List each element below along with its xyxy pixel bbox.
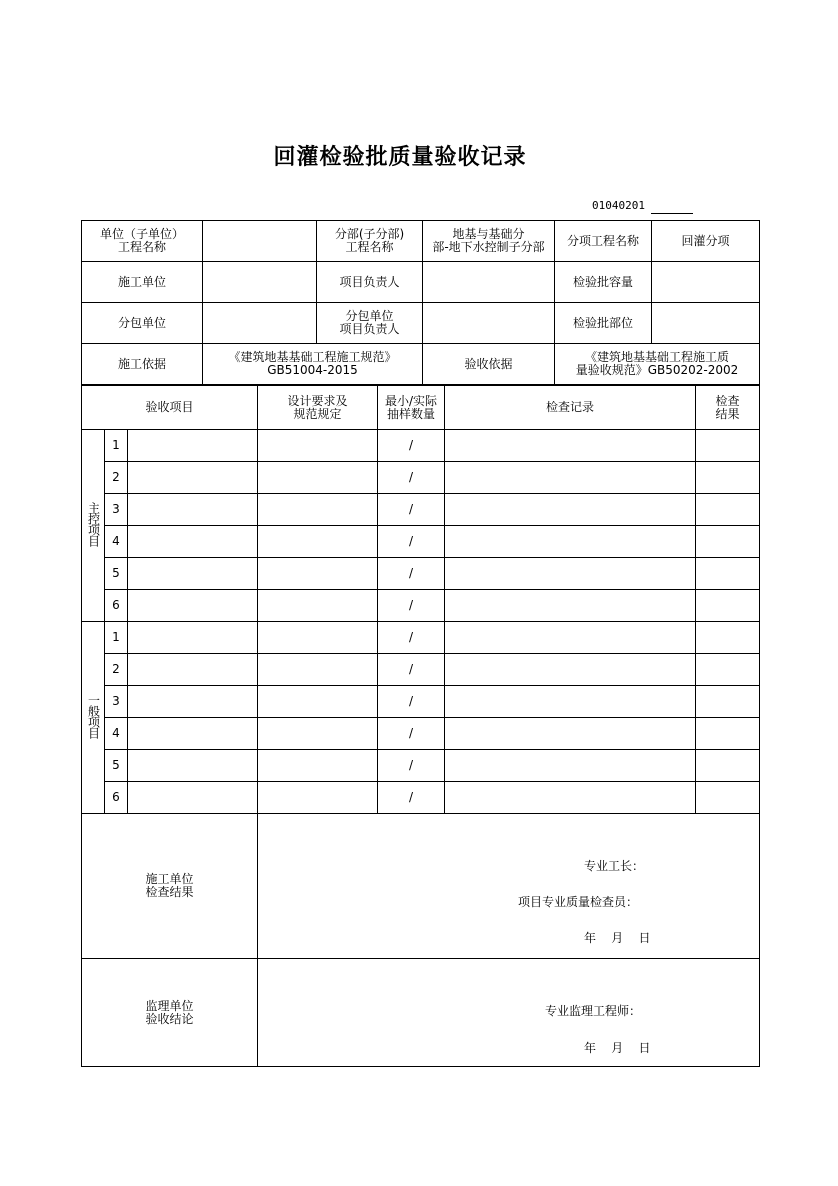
division-name-label: 分部(子分部) 工程名称 xyxy=(317,221,423,262)
general-record-cell[interactable] xyxy=(445,686,696,718)
form-code: 01040201 xyxy=(592,199,645,212)
general-group-label: 一般项目 xyxy=(82,622,105,814)
general-design-cell[interactable] xyxy=(258,750,378,782)
foreman-label: 专业工长： xyxy=(584,859,645,873)
general-design-cell[interactable] xyxy=(258,622,378,654)
general-row-number: 3 xyxy=(105,686,128,718)
general-row xyxy=(82,718,760,750)
main-control-record-cell[interactable] xyxy=(445,430,696,462)
supervisor-check-area[interactable] xyxy=(258,959,760,1067)
main-control-result-cell[interactable] xyxy=(696,590,760,622)
main-control-result-cell[interactable] xyxy=(696,494,760,526)
main-control-row-number: 1 xyxy=(105,430,128,462)
general-sample-cell[interactable]: / xyxy=(378,654,445,686)
general-sample-cell[interactable]: / xyxy=(378,750,445,782)
main-control-item-cell[interactable] xyxy=(128,430,258,462)
general-result-cell[interactable] xyxy=(696,686,760,718)
main-control-row xyxy=(82,494,760,526)
page-title: 回灌检验批质量验收记录 xyxy=(273,144,527,170)
general-record-cell[interactable] xyxy=(445,654,696,686)
main-control-row-number: 2 xyxy=(105,462,128,494)
main-control-row-number: 6 xyxy=(105,590,128,622)
general-result-cell[interactable] xyxy=(696,750,760,782)
main-control-row xyxy=(82,590,760,622)
supervising-engineer-label: 专业监理工程师： xyxy=(545,1004,642,1018)
construction-basis-label: 施工依据 xyxy=(82,344,203,385)
project-manager-label: 项目负责人 xyxy=(317,262,423,303)
contractor-label: 施工单位 xyxy=(82,262,203,303)
subitem-name-label: 分项工程名称 xyxy=(555,221,652,262)
col-design-header: 设计要求及 规范规定 xyxy=(258,386,378,430)
subcontractor-value[interactable] xyxy=(203,303,317,344)
supervisor-check-label: 监理单位 验收结论 xyxy=(82,959,258,1067)
general-design-cell[interactable] xyxy=(258,782,378,814)
project-manager-value[interactable] xyxy=(423,262,555,303)
general-design-cell[interactable] xyxy=(258,718,378,750)
general-result-cell[interactable] xyxy=(696,782,760,814)
general-row-number: 5 xyxy=(105,750,128,782)
main-control-result-cell[interactable] xyxy=(696,430,760,462)
subcontractor-label: 分包单位 xyxy=(82,303,203,344)
main-control-sample-cell[interactable]: / xyxy=(378,430,445,462)
subitem-name-value: 回灌分项 xyxy=(652,221,760,262)
main-control-design-cell[interactable] xyxy=(258,558,378,590)
main-control-item-cell[interactable] xyxy=(128,526,258,558)
main-control-item-cell[interactable] xyxy=(128,462,258,494)
main-control-row xyxy=(82,430,760,462)
general-sample-cell[interactable]: / xyxy=(378,718,445,750)
main-control-result-cell[interactable] xyxy=(696,462,760,494)
inspection-table xyxy=(81,385,760,1067)
main-control-record-cell[interactable] xyxy=(445,494,696,526)
general-sample-cell[interactable]: / xyxy=(378,622,445,654)
main-control-record-cell[interactable] xyxy=(445,462,696,494)
main-control-sample-cell[interactable]: / xyxy=(378,526,445,558)
general-design-cell[interactable] xyxy=(258,654,378,686)
general-item-cell[interactable] xyxy=(128,718,258,750)
header-table xyxy=(81,220,760,385)
main-control-group-label: 主控项目 xyxy=(82,430,105,622)
main-control-row xyxy=(82,558,760,590)
general-sample-cell[interactable]: / xyxy=(378,686,445,718)
acceptance-basis-value: 《建筑地基基础工程施工质 量验收规范》GB50202-2002 xyxy=(555,344,760,385)
main-control-result-cell[interactable] xyxy=(696,526,760,558)
general-result-cell[interactable] xyxy=(696,718,760,750)
general-item-cell[interactable] xyxy=(128,622,258,654)
supervisor-date: 年 月 日 xyxy=(584,1041,651,1055)
main-control-row-number: 3 xyxy=(105,494,128,526)
general-result-cell[interactable] xyxy=(696,654,760,686)
batch-location-value[interactable] xyxy=(652,303,760,344)
col-sample-header: 最小/实际 抽样数量 xyxy=(378,386,445,430)
general-result-cell[interactable] xyxy=(696,622,760,654)
sub-pm-label: 分包单位 项目负责人 xyxy=(317,303,423,344)
general-sample-cell[interactable]: / xyxy=(378,782,445,814)
general-item-cell[interactable] xyxy=(128,654,258,686)
general-row xyxy=(82,654,760,686)
general-item-cell[interactable] xyxy=(128,750,258,782)
unit-name-value[interactable] xyxy=(203,221,317,262)
main-control-row-number: 4 xyxy=(105,526,128,558)
general-record-cell[interactable] xyxy=(445,718,696,750)
general-record-cell[interactable] xyxy=(445,750,696,782)
batch-location-label: 检验批部位 xyxy=(555,303,652,344)
general-row-number: 2 xyxy=(105,654,128,686)
main-control-item-cell[interactable] xyxy=(128,494,258,526)
contractor-check-label: 施工单位 检查结果 xyxy=(82,814,258,959)
col-record-header: 检查记录 xyxy=(445,386,696,430)
batch-capacity-value[interactable] xyxy=(652,262,760,303)
general-item-cell[interactable] xyxy=(128,686,258,718)
form-code-blank xyxy=(651,213,693,214)
general-row xyxy=(82,782,760,814)
main-control-row-number: 5 xyxy=(105,558,128,590)
batch-capacity-label: 检验批容量 xyxy=(555,262,652,303)
main-control-item-cell[interactable] xyxy=(128,590,258,622)
contractor-value[interactable] xyxy=(203,262,317,303)
main-control-sample-cell[interactable]: / xyxy=(378,558,445,590)
main-control-design-cell[interactable] xyxy=(258,494,378,526)
general-row xyxy=(82,750,760,782)
main-control-design-cell[interactable] xyxy=(258,430,378,462)
main-control-sample-cell[interactable]: / xyxy=(378,590,445,622)
main-control-result-cell[interactable] xyxy=(696,558,760,590)
contractor-check-area[interactable] xyxy=(258,814,760,959)
unit-name-label: 单位（子单位） 工程名称 xyxy=(82,221,203,262)
main-control-item-cell[interactable] xyxy=(128,558,258,590)
acceptance-basis-label: 验收依据 xyxy=(423,344,555,385)
general-design-cell[interactable] xyxy=(258,686,378,718)
main-control-row xyxy=(82,526,760,558)
general-record-cell[interactable] xyxy=(445,782,696,814)
col-item-header: 验收项目 xyxy=(82,386,258,430)
main-control-design-cell[interactable] xyxy=(258,526,378,558)
main-control-sample-cell[interactable]: / xyxy=(378,462,445,494)
contractor-date: 年 月 日 xyxy=(584,931,651,945)
general-row xyxy=(82,622,760,654)
main-control-record-cell[interactable] xyxy=(445,526,696,558)
main-control-record-cell[interactable] xyxy=(445,590,696,622)
general-row-number: 1 xyxy=(105,622,128,654)
quality-inspector-label: 项目专业质量检查员： xyxy=(518,895,639,909)
main-control-row xyxy=(82,462,760,494)
general-record-cell[interactable] xyxy=(445,622,696,654)
main-control-sample-cell[interactable]: / xyxy=(378,494,445,526)
main-control-design-cell[interactable] xyxy=(258,462,378,494)
general-item-cell[interactable] xyxy=(128,782,258,814)
sub-pm-value[interactable] xyxy=(423,303,555,344)
col-result-header: 检查 结果 xyxy=(696,386,760,430)
construction-basis-value: 《建筑地基基础工程施工规范》 GB51004-2015 xyxy=(203,344,423,385)
main-control-design-cell[interactable] xyxy=(258,590,378,622)
main-control-record-cell[interactable] xyxy=(445,558,696,590)
division-name-value: 地基与基础分 部-地下水控制子分部 xyxy=(423,221,555,262)
general-row-number: 6 xyxy=(105,782,128,814)
general-row xyxy=(82,686,760,718)
general-row-number: 4 xyxy=(105,718,128,750)
